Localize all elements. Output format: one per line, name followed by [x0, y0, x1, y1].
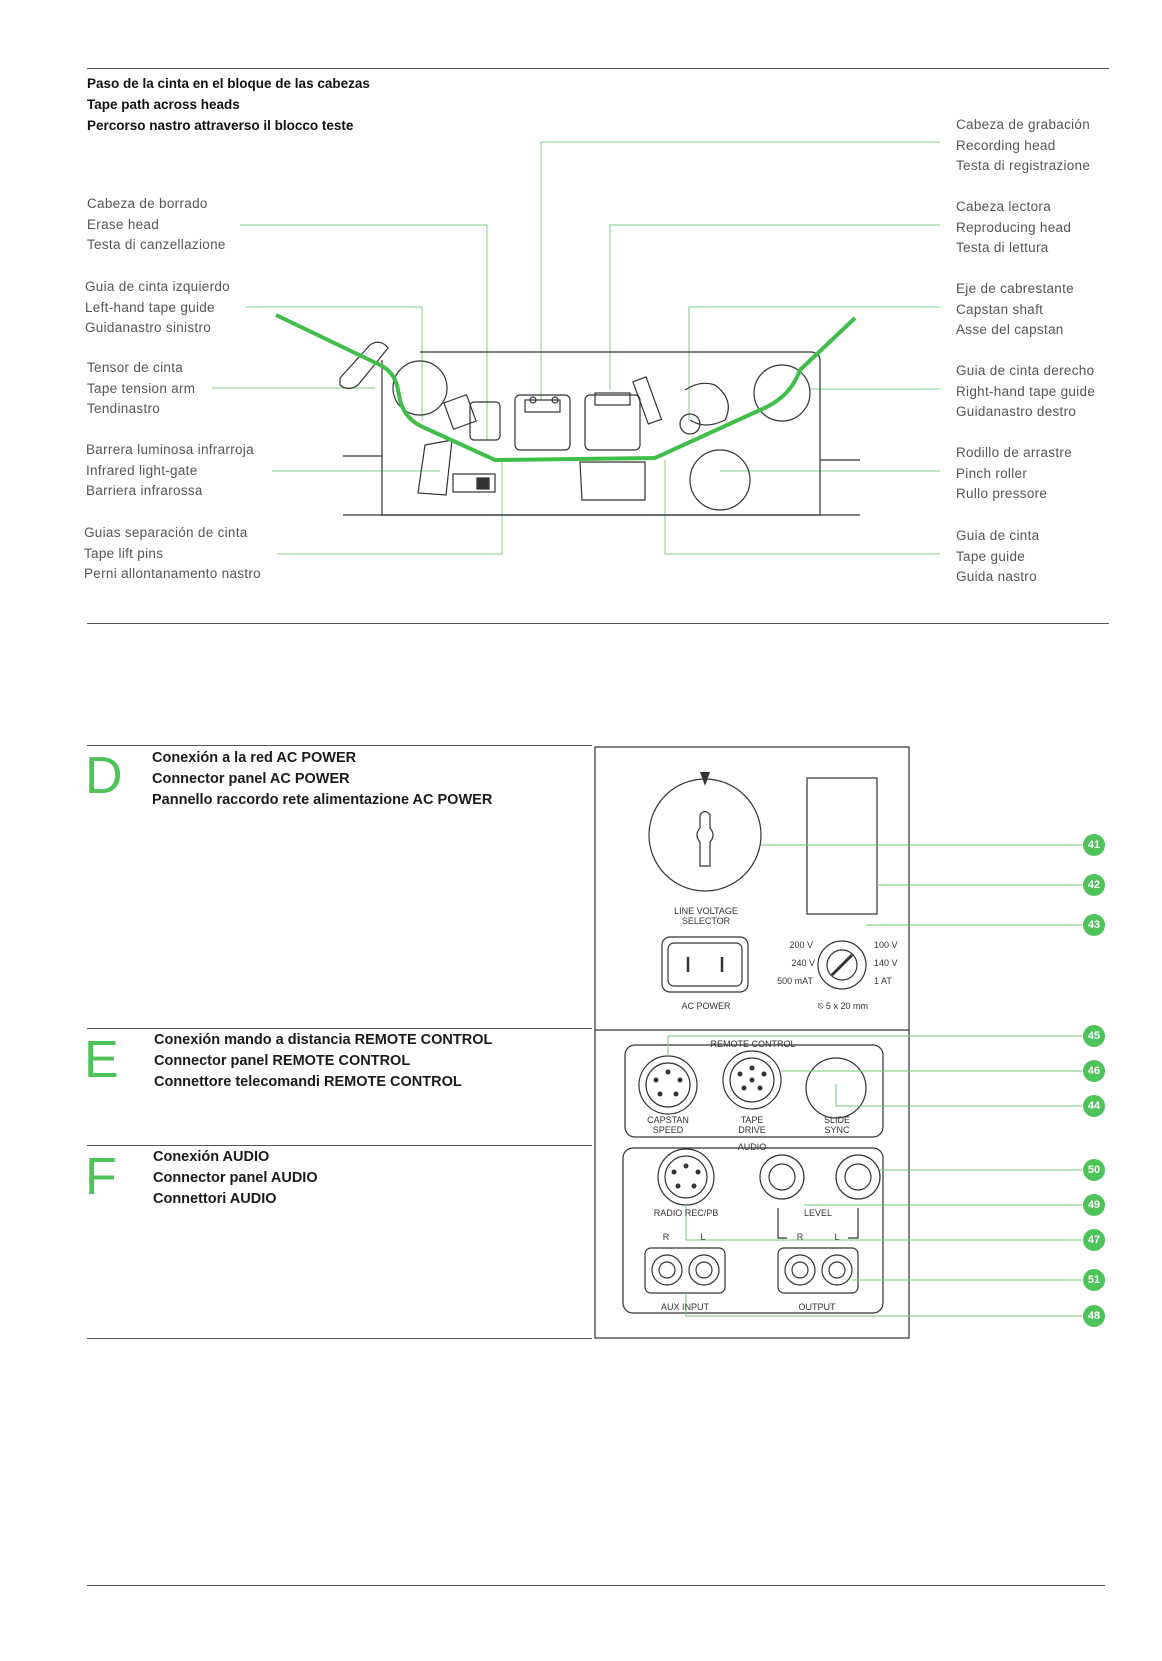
aux-input-label: AUX INPUT [660, 1302, 710, 1312]
capstan-speed-socket-icon [639, 1056, 697, 1114]
voltage-100: 100 V [874, 940, 898, 950]
level-label: LEVEL [803, 1208, 833, 1218]
radio-rec-pb-socket-icon [658, 1149, 714, 1205]
slide-sync-1: SLIDE [823, 1115, 851, 1125]
capstan-speed-1: CAPSTAN [647, 1115, 689, 1125]
badge-42: 42 [1083, 874, 1105, 896]
label-tape-lift-pins: Guias separación de cinta Tape lift pins Perni allontanamento nastro [84, 525, 261, 581]
radio-rec-pb-label: RADIO REC/PB [653, 1208, 719, 1218]
voltage-200: 200 V [789, 940, 813, 950]
badge-46: 46 [1083, 1060, 1105, 1082]
label-tape-guide: Guia de cinta Tape guide Guida nastro [956, 528, 1040, 584]
level-l-knob-icon [836, 1155, 880, 1199]
line-voltage-selector-icon [649, 779, 761, 891]
badge-49: 49 [1083, 1194, 1105, 1216]
label-left-tape-guide: Guia de cinta izquierdo Left-hand tape guide Guidanastro sinistro [85, 279, 230, 335]
title-es: Paso de la cinta en el bloque de las cabezas [87, 76, 370, 91]
section-d-text: Conexión a la red AC POWER Connector panel AC POWER Pannello raccordo rete alimentazione AC POWER [152, 750, 493, 808]
remote-control-label: REMOTE CONTROL [710, 1039, 796, 1049]
audio-frame [623, 1148, 883, 1313]
level-r-label: R [796, 1232, 804, 1242]
badge-47: 47 [1083, 1229, 1105, 1251]
title-it: Percorso nastro attraverso il blocco teste [87, 118, 354, 133]
slide-sync-2: SYNC [824, 1125, 850, 1135]
fuse-500mat: 500 mAT [777, 976, 813, 986]
badge-45: 45 [1083, 1025, 1105, 1047]
aux-input-jacks-icon [645, 1248, 725, 1293]
section-e-letter: E [84, 1031, 119, 1089]
label-right-tape-guide: Guia de cinta derecho Right-hand tape guide Guidanastro destro [956, 363, 1096, 419]
section-e-text: Conexión mando a distancia REMOTE CONTROL Connector panel REMOTE CONTROL Connettore telecomandi REMOTE CONTROL [154, 1032, 493, 1090]
voltage-140: 140 V [874, 958, 898, 968]
fuse-1at: 1 AT [874, 976, 892, 986]
label-pinch-roller: Rodillo de arrastre Pinch roller Rullo pressore [956, 445, 1073, 501]
audio-label: AUDIO [737, 1142, 767, 1152]
ac-power-socket-icon [662, 937, 748, 992]
tape-drive-1: TAPE [740, 1115, 764, 1125]
aux-r-label: R [662, 1232, 670, 1242]
fuse-size: ⍉ 5 x 20 mm [818, 1001, 868, 1011]
badge-48: 48 [1083, 1305, 1105, 1327]
section-d-letter: D [85, 747, 123, 805]
label-erase-head: Cabeza de borrado Erase head Testa di canzellazione [87, 196, 226, 252]
line-voltage-label-2: SELECTOR [681, 916, 731, 926]
section-f-text: Conexión AUDIO Connector panel AUDIO Connettori AUDIO [153, 1149, 318, 1207]
capstan-speed-2: SPEED [652, 1125, 684, 1135]
fuse-holder-rect [807, 778, 877, 914]
level-r-knob-icon [760, 1155, 804, 1199]
tape-drive-2: DRIVE [738, 1125, 766, 1135]
label-capstan-shaft: Eje de cabrestante Capstan shaft Asse del capstan [956, 281, 1074, 337]
line-voltage-label-1: LINE VOLTAGE [674, 906, 738, 916]
voltage-240: 240 V [791, 958, 815, 968]
badge-44: 44 [1083, 1095, 1105, 1117]
label-infrared-light-gate: Barrera luminosa infrarroja Infrared light-gate Barriera infrarossa [86, 442, 254, 498]
badge-41: 41 [1083, 834, 1105, 856]
section-f-letter: F [85, 1148, 117, 1206]
label-tape-tension-arm: Tensor de cinta Tape tension arm Tendinastro [87, 360, 196, 416]
ac-power-label: AC POWER [681, 1001, 731, 1011]
badge-50: 50 [1083, 1159, 1105, 1181]
output-jacks-icon [778, 1248, 858, 1293]
badge-43: 43 [1083, 914, 1105, 936]
level-l-label: L [834, 1232, 840, 1242]
output-label: OUTPUT [798, 1302, 836, 1312]
aux-l-label: L [700, 1232, 706, 1242]
label-recording-head: Cabeza de grabación Recording head Testa di registrazione [956, 117, 1091, 173]
title-en: Tape path across heads [87, 97, 240, 112]
badge-51: 51 [1083, 1269, 1105, 1291]
label-reproducing-head: Cabeza lectora Reproducing head Testa di lettura [956, 199, 1072, 255]
